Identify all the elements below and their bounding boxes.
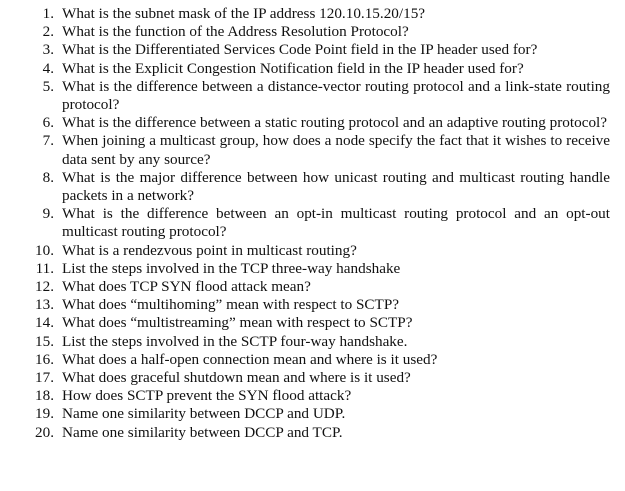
list-item [26,314,610,332]
list-item [26,114,610,132]
list-item [26,278,610,296]
item-number: 8. [42,168,54,186]
list-item [26,424,610,442]
list-item [26,169,610,205]
list-item [26,351,610,369]
item-text: What does a half-open connection mean and where is it used? [62,350,438,368]
item-number: 12. [35,278,54,296]
item-number: 10. [35,241,54,259]
list-item [26,23,610,41]
item-text: What is the difference between an opt-in multicast routing protocol and an opt-out multicast routing protocol? [62,205,610,241]
list-item [26,405,610,423]
item-text: What is the difference between a static routing protocol and an adaptive routing protocol? [62,114,608,132]
list-item [26,296,610,314]
list-item [26,333,610,351]
item-number: 7. [42,132,54,150]
item-number: 11. [35,259,54,277]
item-number: 20. [35,423,54,441]
item-number: 3. [42,41,54,59]
item-text: What does TCP SYN flood attack mean? [62,278,311,296]
item-text: List the steps involved in the TCP three-way handshake [62,259,401,277]
item-number: 1. [42,5,54,22]
item-text: When joining a multicast group, how does a node specify the fact that it wishes to receive data sent by any source? [62,132,610,168]
item-text: Name one similarity between DCCP and UDP. [62,405,346,423]
list-item [26,78,610,114]
list-item [26,260,610,278]
list-item [26,369,610,387]
item-number: 16. [35,350,54,368]
list-item [26,132,610,168]
list-item [26,5,610,23]
item-number: 13. [35,296,54,314]
item-number: 17. [35,369,54,387]
item-text: What is the Differentiated Services Code Point field in the IP header used for? [62,41,538,59]
item-number: 2. [42,23,54,41]
list-item [26,41,610,59]
item-text: What does “multistreaming” mean with respect to SCTP? [62,314,413,332]
item-number: 9. [42,205,54,223]
item-text: What is the difference between a distance-vector routing protocol and a link-state routing protocol? [62,77,610,114]
item-text: What is a rendezvous point in multicast routing? [62,241,357,259]
item-number: 18. [35,387,54,405]
item-text: What is the major difference between how unicast routing and multicast routing handle packets in a network? [62,168,610,205]
list-item [26,387,610,405]
item-text: Name one similarity between DCCP and TCP. [62,423,343,441]
item-number: 5. [42,77,54,95]
item-text: How does SCTP prevent the SYN flood attack? [62,387,352,405]
item-text: What is the Explicit Congestion Notification field in the IP header used for? [62,59,524,77]
item-number: 4. [42,59,54,77]
item-number: 14. [35,314,54,332]
list-item [26,242,610,260]
list-item [26,60,610,78]
item-text: What does graceful shutdown mean and where is it used? [62,369,411,387]
question-document [26,5,610,442]
list-item [26,205,610,241]
item-text: What is the function of the Address Resolution Protocol? [62,23,409,41]
question-list [26,5,610,442]
item-text: What does “multihoming” mean with respect to SCTP? [62,296,400,314]
item-number: 15. [35,332,54,350]
item-text: What is the subnet mask of the IP address 120.10.15.20/15? [62,5,426,22]
item-number: 6. [42,114,54,132]
item-number: 19. [35,405,54,423]
item-text: List the steps involved in the SCTP four-way handshake. [62,332,408,350]
